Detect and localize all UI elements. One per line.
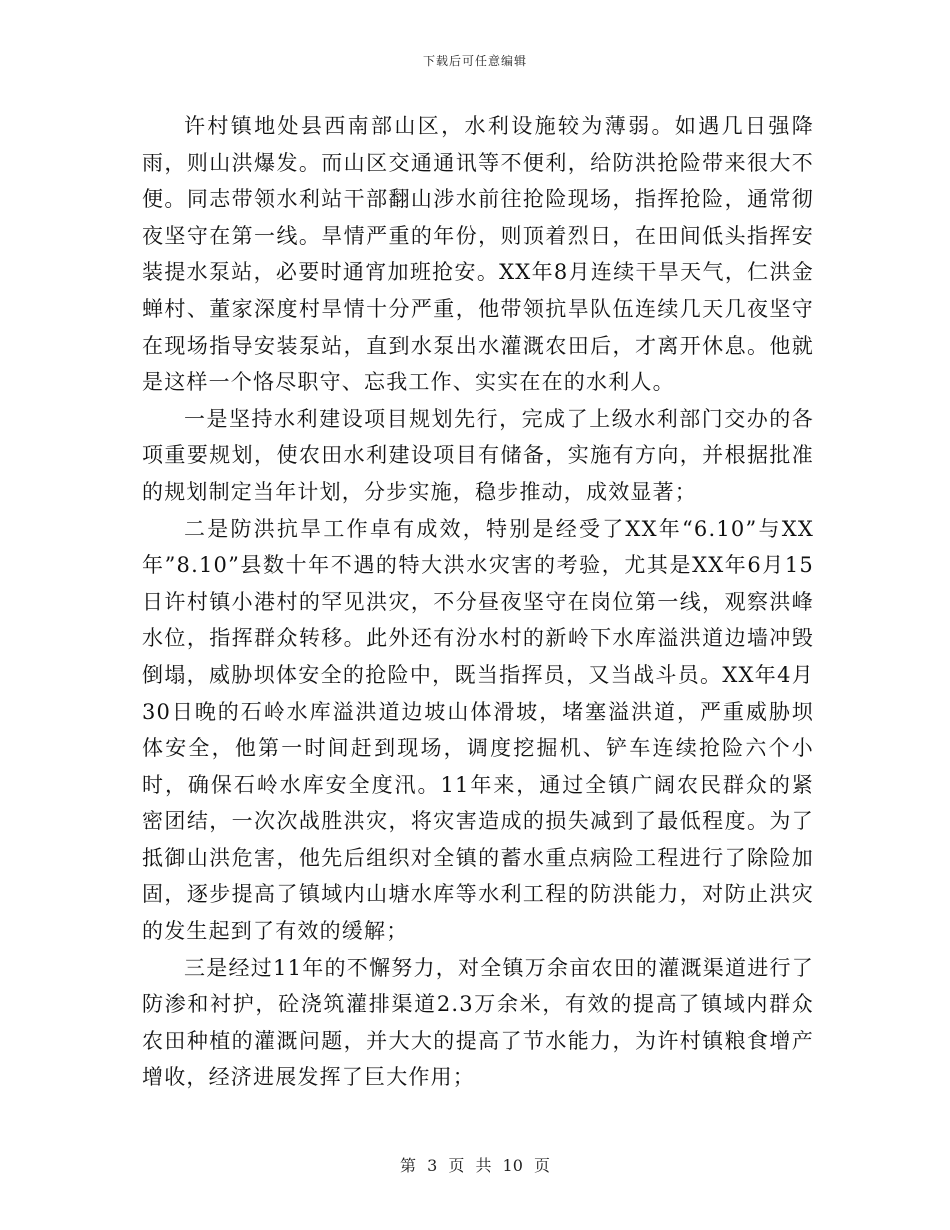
- paragraph: 一是坚持水利建设项目规划先行，完成了上级水利部门交办的各项重要规划，使农田水利建设项目有储备，实施有方向，并根据批准的规划制定当年计划，分步实施，稳步推动，成效显著；: [142, 406, 814, 504]
- page-header: 下载后可任意编辑: [422, 54, 527, 68]
- document-body: [142, 108, 814, 1096]
- page-number-footer: 第 3 页 共 10 页: [400, 1156, 550, 1175]
- paragraph: 三是经过11年的不懈努力，对全镇万余亩农田的灌溉渠道进行了防渗和衬护，砼浇筑灌排渠道2.3万余米，有效的提高了镇域内群众农田种植的灌溉问题，并大大的提高了节水能力，为许村镇粮食增产增收，经济进展发挥了巨大作用；: [142, 955, 814, 1090]
- paragraph: 许村镇地处县西南部山区，水利设施较为薄弱。如遇几日强降雨，则山洪爆发。而山区交通通讯等不便利，给防洪抢险带来很大不便。同志带领水利站干部翻山涉水前往抢险现场，指挥抢险，通常彻夜坚守在第一线。旱情严重的年份，则顶着烈日，在田间低头指挥安装提水泵站，必要时通宵加班抢安。XX年8月连续干旱天气，仁洪金蝉村、董家深度村旱情十分严重，他带领抗旱队伍连续几天几夜坚守在现场指导安装泵站，直到水泵出水灌溉农田后，才离开休息。他就是这样一个恪尽职守、忘我工作、实实在在的水利人。: [142, 114, 814, 395]
- paragraph: 二是防洪抗旱工作卓有成效，特别是经受了XX年“6.10”与XX年”8.10”县数十年不遇的特大洪水灾害的考验，尤其是XX年6月15日许村镇小港村的罕见洪灾，不分昼夜坚守在岗位第一线，观察洪峰水位，指挥群众转移。此外还有汾水村的新岭下水库溢洪道边墙冲毁倒塌，威胁坝体安全的抢险中，既当指挥员，又当战斗员。XX年4月30日晚的石岭水库溢洪道边坡山体滑坡，堵塞溢洪道，严重威胁坝体安全，他第一时间赶到现场，调度挖掘机、铲车连续抢险六个小时，确保石岭水库安全度汛。11年来，通过全镇广阔农民群众的紧密团结，一次次战胜洪灾，将灾害造成的损失减到了最低程度。为了抵御山洪危害，他先后组织对全镇的蓄水重点病险工程进行了除险加固，逐步提高了镇域内山塘水库等水利工程的防洪能力，对防止洪灾的发生起到了有效的缓解；: [142, 516, 814, 944]
